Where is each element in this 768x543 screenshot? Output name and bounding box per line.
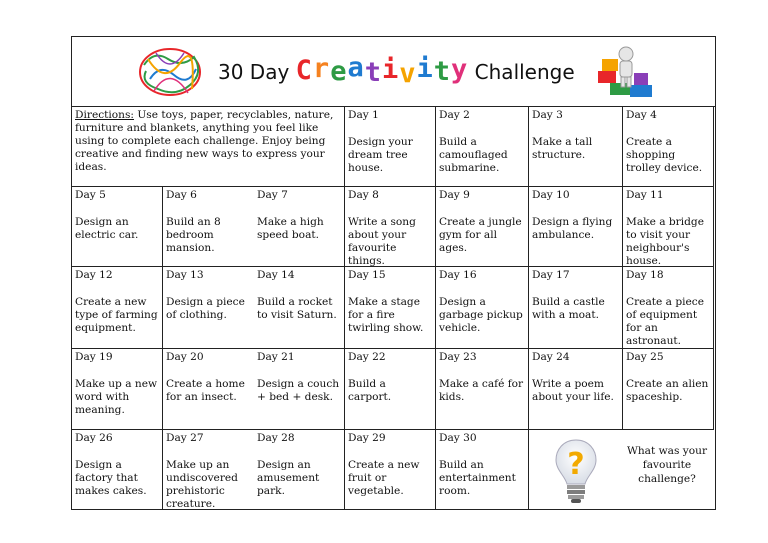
day-task: Design a factory that makes cakes. [75, 459, 147, 497]
day-task: Build a carport. [348, 378, 392, 403]
day-task: Create a new fruit or vegetable. [348, 459, 420, 497]
day-task: Build an entertainment room. [439, 459, 516, 497]
closing-question: What was your favourite challenge? [626, 445, 708, 485]
day-task: Make a stage for a fire twirling show. [348, 296, 424, 334]
day-label: Day 10 [532, 189, 570, 201]
day-cell [163, 349, 254, 430]
day-cell [163, 187, 254, 267]
day-cell [254, 349, 345, 430]
day-task: Create an alien spaceship. [626, 378, 709, 403]
day-label: Day 27 [166, 432, 204, 444]
day-cell [436, 349, 529, 430]
challenge-sheet [71, 36, 716, 510]
day-label: Day 1 [348, 109, 379, 121]
day-label: Day 25 [626, 351, 664, 363]
day-cell [72, 430, 163, 509]
day-task: Build a rocket to visit Saturn. [257, 296, 337, 321]
day-label: Day 7 [257, 189, 288, 201]
day-task: Build a castle with a moat. [532, 296, 605, 321]
day-cell [254, 187, 345, 267]
day-label: Day 14 [257, 269, 295, 281]
day-cell [345, 107, 436, 187]
day-task: Make up an undiscovered prehistoric creature. [166, 459, 238, 509]
day-label: Day 13 [166, 269, 204, 281]
day-cell [529, 107, 623, 187]
title-letter: C [295, 55, 313, 86]
page-title [218, 52, 575, 89]
title-creativity [296, 52, 469, 89]
day-task: Build an 8 bedroom mansion. [166, 216, 221, 254]
directions-cell [72, 107, 345, 187]
day-task: Design your dream tree house. [348, 136, 413, 174]
directions-text: Use toys, paper, recyclables, nature, furniture and blankets, anything you feel like using to complete each challenge. Enjoy being creative and finding new ways to express your ideas. [75, 109, 334, 173]
day-cell [623, 267, 714, 349]
day-task: Make a café for kids. [439, 378, 524, 403]
day-task: Write a poem about your life. [532, 378, 614, 403]
day-cell [163, 430, 254, 509]
day-task: Design an electric car. [75, 216, 139, 241]
day-task: Make up a new word with meaning. [75, 378, 158, 416]
day-task: Make a bridge to visit your neighbour's house. [626, 216, 704, 267]
day-label: Day 18 [626, 269, 664, 281]
day-task: Write a song about your favourite things. [348, 216, 416, 267]
day-task: Design an amusement park. [257, 459, 320, 497]
day-label: Day 12 [75, 269, 113, 281]
day-cell [623, 107, 714, 187]
title-suffix: Challenge [468, 60, 575, 84]
day-cell [72, 187, 163, 267]
day-label: Day 24 [532, 351, 570, 363]
day-cell [254, 267, 345, 349]
day-label: Day 5 [75, 189, 106, 201]
day-task: Create a jungle gym for all ages. [439, 216, 522, 254]
day-task: Design a garbage pickup vehicle. [439, 296, 523, 334]
day-label: Day 28 [257, 432, 295, 444]
title-letter: t [364, 57, 382, 88]
day-cell [345, 267, 436, 349]
day-task: Build a camouflaged submarine. [439, 136, 508, 174]
calendar-grid [72, 107, 715, 509]
day-task: Make a tall structure. [532, 136, 593, 161]
day-label: Day 29 [348, 432, 386, 444]
closing-cell [529, 430, 714, 509]
day-label: Day 11 [626, 189, 664, 201]
day-label: Day 26 [75, 432, 113, 444]
title-letter: a [347, 52, 365, 83]
day-task: Design a couch + bed + desk. [257, 378, 340, 403]
day-label: Day 9 [439, 189, 470, 201]
day-label: Day 8 [348, 189, 379, 201]
question-lightbulb-icon [553, 438, 599, 504]
day-task: Create a piece of equipment for an astronaut. [626, 296, 704, 347]
day-cell [345, 430, 436, 509]
title-letter: t [433, 56, 452, 87]
day-cell [623, 187, 714, 267]
day-label: Day 30 [439, 432, 477, 444]
title-prefix: 30 Day [218, 60, 296, 84]
scribble-brain-icon [134, 45, 206, 99]
day-task: Design a flying ambulance. [532, 216, 613, 241]
title-letter: r [312, 53, 331, 84]
day-task: Create a home for an insect. [166, 378, 245, 403]
day-cell [163, 267, 254, 349]
day-label: Day 16 [439, 269, 477, 281]
day-task: Make a high speed boat. [257, 216, 324, 241]
day-cell [529, 349, 623, 430]
day-cell [72, 349, 163, 430]
day-cell [436, 267, 529, 349]
day-label: Day 22 [348, 351, 386, 363]
directions-label: Directions: [75, 109, 135, 121]
day-cell [436, 107, 529, 187]
day-cell [436, 430, 529, 509]
title-letter: i [416, 53, 434, 84]
day-cell [436, 187, 529, 267]
day-label: Day 15 [348, 269, 386, 281]
day-label: Day 21 [257, 351, 295, 363]
day-task: Create a new type of farming equipment. [75, 296, 158, 334]
title-letter: i [381, 54, 400, 85]
lego-builder-icon [594, 45, 660, 101]
title-letter: e [330, 56, 348, 87]
day-cell [529, 187, 623, 267]
day-cell [345, 349, 436, 430]
svg-text:?: ? [567, 447, 585, 482]
day-cell [623, 349, 714, 430]
title-letter: y [451, 54, 469, 85]
title-letter: v [399, 58, 417, 89]
day-label: Day 20 [166, 351, 204, 363]
day-cell [529, 267, 623, 349]
day-label: Day 4 [626, 109, 657, 121]
day-cell [345, 187, 436, 267]
day-task: Design a piece of clothing. [166, 296, 245, 321]
day-cell [72, 267, 163, 349]
day-label: Day 23 [439, 351, 477, 363]
day-label: Day 2 [439, 109, 470, 121]
day-label: Day 6 [166, 189, 197, 201]
header [72, 37, 715, 107]
day-label: Day 17 [532, 269, 570, 281]
day-label: Day 3 [532, 109, 563, 121]
day-task: Create a shopping trolley device. [626, 136, 703, 174]
day-cell [254, 430, 345, 509]
day-label: Day 19 [75, 351, 113, 363]
